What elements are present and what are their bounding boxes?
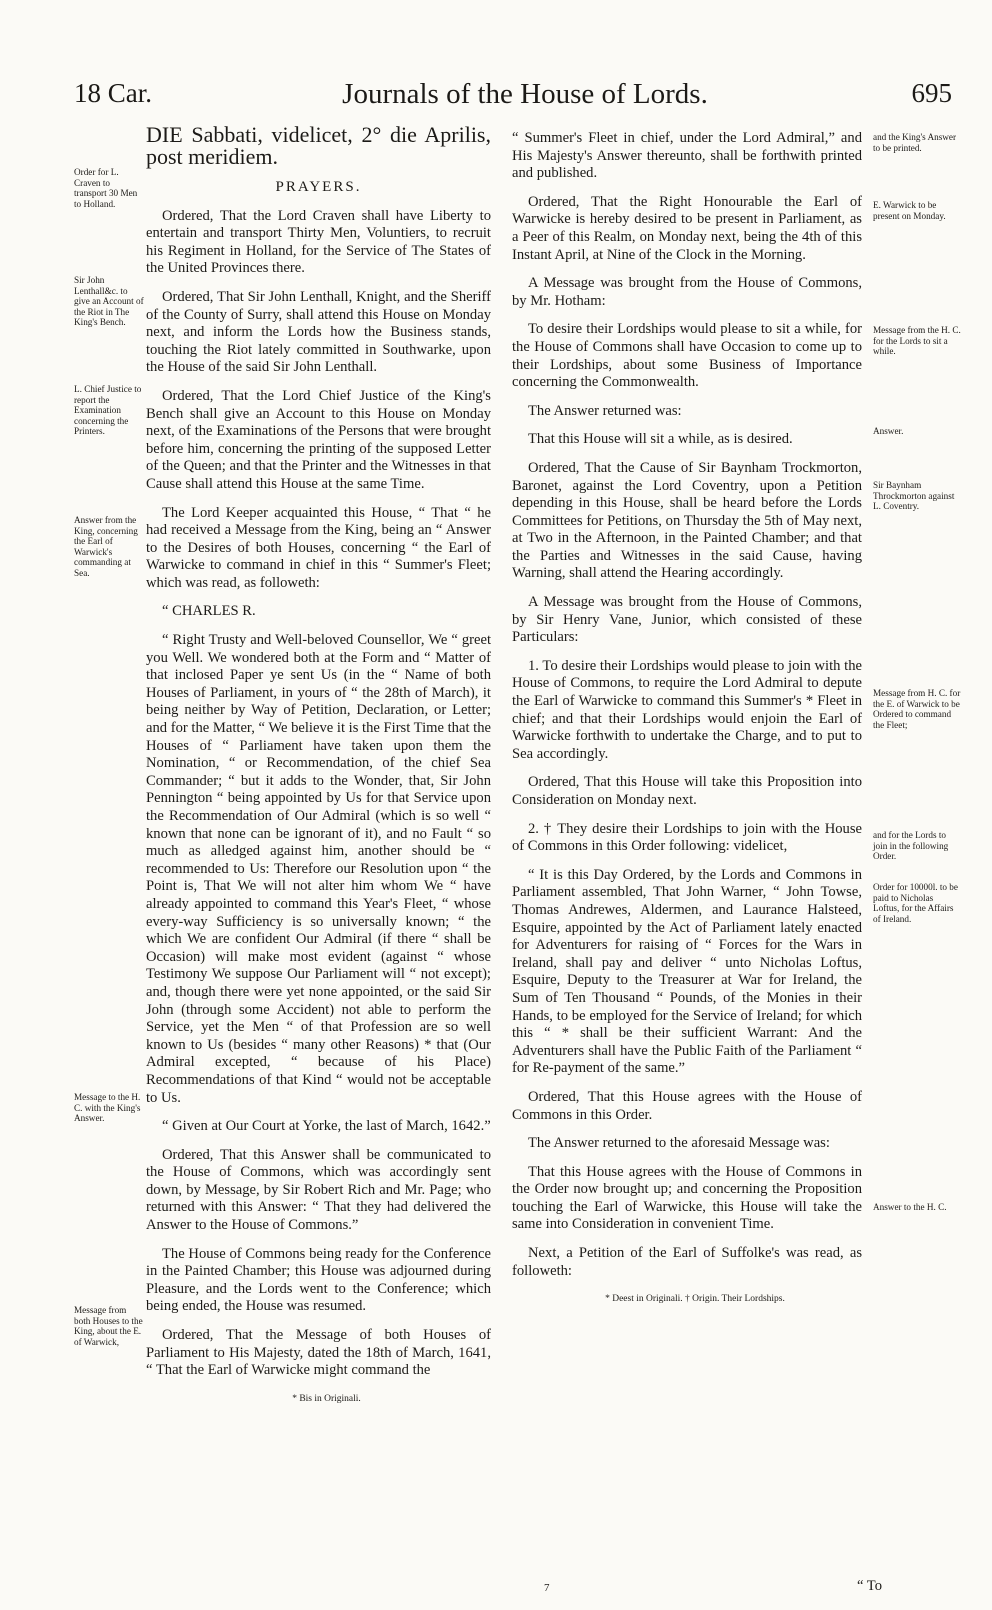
margin-note: Sir Baynham Throckmorton against L. Coventry. xyxy=(873,480,955,511)
margin-note: L. Chief Justice to report the Examination concerning the Printers. xyxy=(74,384,142,436)
paragraph: The Answer returned was: xyxy=(528,402,682,419)
paragraph: Ordered, That this House agrees with the House of Commons in this Order. xyxy=(512,1088,862,1123)
paragraph: The Answer returned to the aforesaid Message was: xyxy=(528,1135,830,1152)
page-number: 695 xyxy=(911,78,952,108)
paragraph: To desire their Lordships would please to sit a while, for the House of Commons shall have Occasion to come up to their Lordships, about some Business of Importance concerning the Commonwealth. xyxy=(512,321,862,391)
paragraph: Ordered, That the Lord Chief Justice of the King's Bench shall give an Account to this House on Monday next, of the Examinations of the Persons that were brought before him, concerning the printing of the supposed Letter of the Queen; and that the Printer and the Witnesses in that Cause shall attend this House at the same Time. xyxy=(146,387,491,492)
footnote: * Bis in Originali. xyxy=(292,1393,361,1404)
paragraph: The Lord Keeper acquainted this House, “ That “ he had received a Message from the King, being an “ Answer to the Desires of both Houses, concerning “ the Earl of Warwicke to command in chief in this “ Summer's Fleet; which was read, as followeth: xyxy=(146,504,491,591)
paragraph: Ordered, That the Right Honourable the Earl of Warwicke is hereby desired to be present in Parliament, as a Peer of this Realm, on Monday next, being the 4th of this Instant April, at Nine of the Clock in the Morning. xyxy=(512,193,862,263)
royal-letter: “ Right Trusty and Well-beloved Counsellor, We “ greet you Well. We wondered both at the Form and “ Matter of that inclosed Paper ye sent Us (in the “ Name of both Houses of Parliament, in yours of “ the 28th of March), it being neither by Way of Petition, Declaration, or Letter; and for the Matter, “ We believe it is the First Time that the Houses of “ Parliament have taken upon them the Nomination, “ or Recommendation, of the chief Sea Commander; “ but it adds to the Wonder, that, Sir John Pennington “ being appointed by Us for that Service upon the Recommendation of Our Admiral (which is so well “ known that none can be ignorant of it), and no Fault “ so much as alledged against him, another should be “ recommended to Us: Therefore our Resolution upon “ the Point is, That We will not alter him whom We “ have already appointed to command this Year's Fleet, “ whose every-way Sufficiency is so universally known; “ the which We are confident Our Admiral (if there “ shall be Occasion) will make most evident (against “ whose Testimony We suppose Our Parliament will “ not except); and, though there were yet none appointed, or the said Sir John (through some Accident) not able to perform the Service, yet the Men “ of that Profession are so well known to Us (besides “ many other Reasons) * that (Our Admiral excepted, “ because of his Place) Recommendations of that Kind “ would not be acceptable to Us. xyxy=(146,632,491,1106)
paragraph: Ordered, That the Lord Craven shall have Liberty to entertain and transport Thirty Men, Voluntiers, to recruit his Regiment in Holland, for the Service of The States of the United Provinces there. xyxy=(146,207,491,277)
paragraph: The House of Commons being ready for the Conference in the Painted Chamber; this House was adjourned during Pleasure, and the Lords went to the Conference; which being ended, the House was resumed. xyxy=(146,1245,491,1315)
right-column xyxy=(512,130,862,1320)
paragraph: Ordered, That this Answer shall be communicated to the House of Commons, which was accordingly sent down, by Message, by Sir Robert Rich and Mr. Page; who returned with this Answer: “ That they had delivered the Answer to the House of Commons.” xyxy=(146,1146,491,1234)
letter-dateline: “ Given at Our Court at Yorke, the last of March, 1642.” xyxy=(162,1118,491,1135)
margin-note: Answer. xyxy=(873,426,904,436)
left-column xyxy=(146,124,491,1419)
letter-salutation: “ CHARLES R. xyxy=(162,603,256,620)
paragraph: Ordered, That the Message of both Houses of Parliament to His Majesty, dated the 18th of March, 1641, “ That the Earl of Warwicke might command the xyxy=(146,1327,491,1379)
margin-note: Message from both Houses to the King, about the E. of Warwick, xyxy=(74,1305,143,1347)
signature-mark: 7 xyxy=(544,1582,550,1594)
margin-note: Message from H. C. for the E. of Warwick to be Ordered to command the Fleet; xyxy=(873,688,961,730)
paragraph: A Message was brought from the House of Commons, by Sir Henry Vane, Junior, which consisted of these Particulars: xyxy=(512,594,862,646)
running-title: Journals of the House of Lords. xyxy=(342,78,708,110)
paragraph: “ Summer's Fleet in chief, under the Lord Admiral,” and His Majesty's Answer thereunto, shall be forthwith printed and published. xyxy=(512,130,862,182)
paragraph: 1. To desire their Lordships would please to join with the House of Commons, to require the Lord Admiral to depute the Earl of Warwicke to command this Summer's * Fleet in chief; and that their Lordships would enjoin the Earl of Warwicke forthwith to undertake the Charge, and to put to Sea accordingly. xyxy=(512,657,862,762)
paragraph: That this House will sit a while, as is desired. xyxy=(528,431,793,448)
margin-note: and the King's Answer to be printed. xyxy=(873,132,957,153)
paragraph: 2. † They desire their Lordships to join with the House of Commons in this Order following: videlicet, xyxy=(512,820,862,855)
paragraph: Ordered, That Sir John Lenthall, Knight, and the Sheriff of the County of Surry, shall attend this House on Monday next, and inform the Lords how the Business stands, touching the Riot lately committed in Southwarke, upon the House of the said Sir John Lenthall. xyxy=(146,288,491,376)
margin-note: Message from the H. C. for the Lords to sit a while. xyxy=(873,325,961,356)
margin-note: Message to the H. C. with the King's Answer. xyxy=(74,1092,141,1123)
paragraph: A Message was brought from the House of Commons, by Mr. Hotham: xyxy=(512,275,862,309)
paragraph: That this House agrees with the House of Commons in the Order now brought up; and concerning the Proposition touching the Earl of Warwicke, this House will take the same into Consideration in convenient Time. xyxy=(512,1163,862,1233)
paragraph: Next, a Petition of the Earl of Suffolke's was read, as followeth: xyxy=(512,1245,862,1279)
margin-note: Answer from the King, concerning the Earl of Warwick's commanding at Sea. xyxy=(74,515,138,578)
paragraph: Ordered, That the Cause of Sir Baynham Trockmorton, Baronet, against the Lord Coventry, upon a Petition depending in this House, shall be heard before the Lords Committees for Petitions, on Thursday the 5th of May next, at Two in the Afternoon, in the Painted Chamber; and that the Parties and Witnesses in the said Cause, having Warning, shall attend the Hearing accordingly. xyxy=(512,459,862,582)
regnal-year: 18 Car. xyxy=(74,78,152,108)
margin-note: Sir John Lenthall&c. to give an Account of the Riot in The King's Bench. xyxy=(74,275,144,327)
margin-note: E. Warwick to be present on Monday. xyxy=(873,200,946,221)
catchword: “ To xyxy=(856,1578,882,1594)
footnote: * Deest in Originali. † Origin. Their Lordships. xyxy=(605,1294,785,1305)
paragraph: Ordered, That this House will take this Proposition into Consideration on Monday next. xyxy=(512,774,862,808)
session-opening: DIE Sabbati, videlicet, 2° die Aprilis, post meridiem. xyxy=(146,122,491,169)
margin-note: Answer to the H. C. xyxy=(873,1202,947,1212)
paragraph: “ It is this Day Ordered, by the Lords and Commons in Parliament assembled, That John Warner, “ John Towse, Thomas Andrewes, Aldermen, and Laurance Halsteed, Esquire, appointed by the Act of Parliament lately enacted for Adventurers for raising of “ Forces for the Wars in Ireland, shall pay and deliver “ unto Nicholas Loftus, Esquire, Deputy to the Treasurer at War for Ireland, the Sum of Ten Thousand “ Pounds, of the Monies in their Hands, to be employed for the Service of Ireland; for which this “ * shall be their sufficient Warrant: And the Adventurers shall have the Public Faith of the Parliament “ for Re-payment of the same.” xyxy=(512,866,862,1077)
prayers-heading: PRAYERS. xyxy=(275,179,362,195)
margin-note: Order for L. Craven to transport 30 Men to Holland. xyxy=(74,167,138,209)
margin-note: Order for 10000l. to be paid to Nicholas Loftus, for the Affairs of Ireland. xyxy=(873,882,958,924)
margin-note: and for the Lords to join in the following Order. xyxy=(873,830,949,861)
